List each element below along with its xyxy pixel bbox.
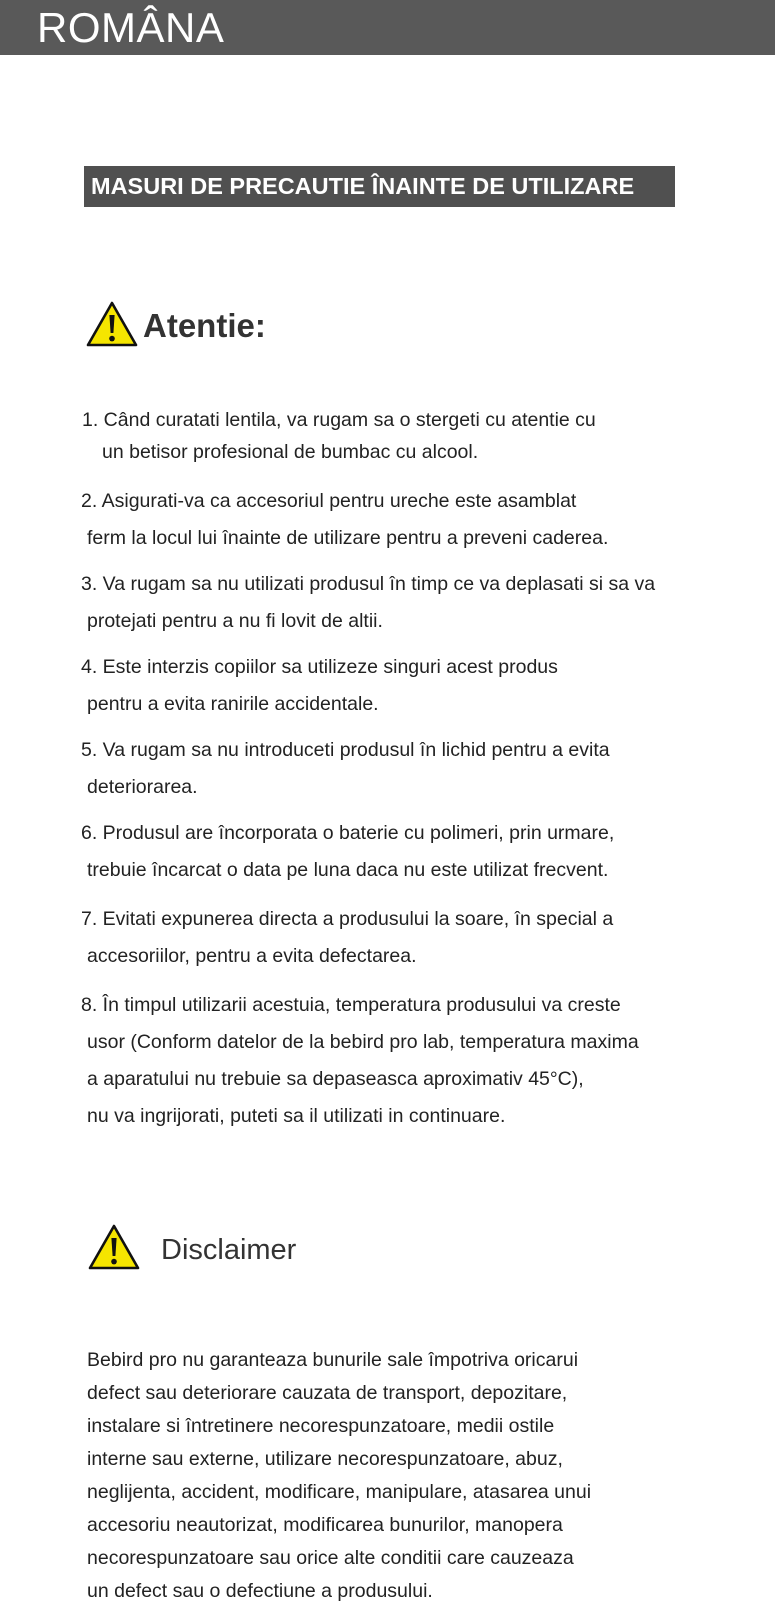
warning-item-8-line-2: usor (Conform datelor de la bebird pro lab, temperatura maxima [87,1031,639,1053]
warning-item-7-line-1: 7. Evitati expunerea directa a produsului la soare, în special a [81,908,614,930]
header-bar [0,0,775,55]
disclaimer-line: instalare si întretinere necorespunzatoare, medii ostile [87,1415,555,1437]
warning-heading: Atentie: [143,307,266,344]
warning-item-2-line-2: ferm la locul lui înainte de utilizare pentru a preveni caderea. [87,527,609,549]
warning-icon [86,300,138,348]
warning-item-5-line-2: deteriorarea. [87,776,198,798]
warning-item-5-line-1: 5. Va rugam sa nu introduceti produsul în lichid pentru a evita [81,739,610,761]
warning-item-1-line-2: un betisor profesional de bumbac cu alcool. [102,441,479,463]
disclaimer-line: un defect sau o defectiune a produsului. [87,1580,433,1602]
warning-item-8-line-3: a aparatului nu trebuie sa depaseasca aproximativ 45°C), [87,1068,584,1090]
warning-item-3-line-2: protejati pentru a nu fi lovit de altii. [87,610,383,632]
warning-item-4-line-1: 4. Este interzis copiilor sa utilizeze singuri acest produs [81,656,558,678]
warning-item-6-line-1: 6. Produsul are încorporata o baterie cu polimeri, prin urmare, [81,822,615,844]
disclaimer-line: neglijenta, accident, modificare, manipulare, atasarea unui [87,1481,592,1503]
disclaimer-heading: Disclaimer [161,1234,297,1266]
disclaimer-line: Bebird pro nu garanteaza bunurile sale împotriva oricarui [87,1349,579,1371]
disclaimer-line: interne sau externe, utilizare necorespunzatoare, abuz, [87,1448,563,1470]
warning-item-8-line-4: nu va ingrijorati, puteti sa il utilizati in continuare. [87,1105,506,1127]
disclaimer-warning-icon [88,1223,140,1271]
warning-item-7-line-2: accesoriilor, pentru a evita defectarea. [87,945,417,967]
section-title: MASURI DE PRECAUTIE ÎNAINTE DE UTILIZARE [84,166,675,207]
disclaimer-line: accesoriu neautorizat, modificarea bunurilor, manopera [87,1514,563,1536]
warning-item-8-line-1: 8. În timpul utilizarii acestuia, temperatura produsului va creste [81,994,621,1016]
warning-item-4-line-2: pentru a evita ranirile accidentale. [87,693,379,715]
warning-item-1-line-1: 1. Când curatati lentila, va rugam sa o stergeti cu atentie cu [82,409,596,431]
warning-item-6-line-2: trebuie încarcat o data pe luna daca nu este utilizat frecvent. [87,859,609,881]
disclaimer-line: necorespunzatoare sau orice alte conditii care cauzeaza [87,1547,574,1569]
warning-item-2-line-1: 2. Asigurati-va ca accesoriul pentru ureche este asamblat [81,490,577,512]
language-title: ROMÂNA [37,4,225,51]
disclaimer-line: defect sau deteriorare cauzata de transport, depozitare, [87,1382,568,1404]
warning-item-3-line-1: 3. Va rugam sa nu utilizati produsul în timp ce va deplasati si sa va [81,573,656,595]
